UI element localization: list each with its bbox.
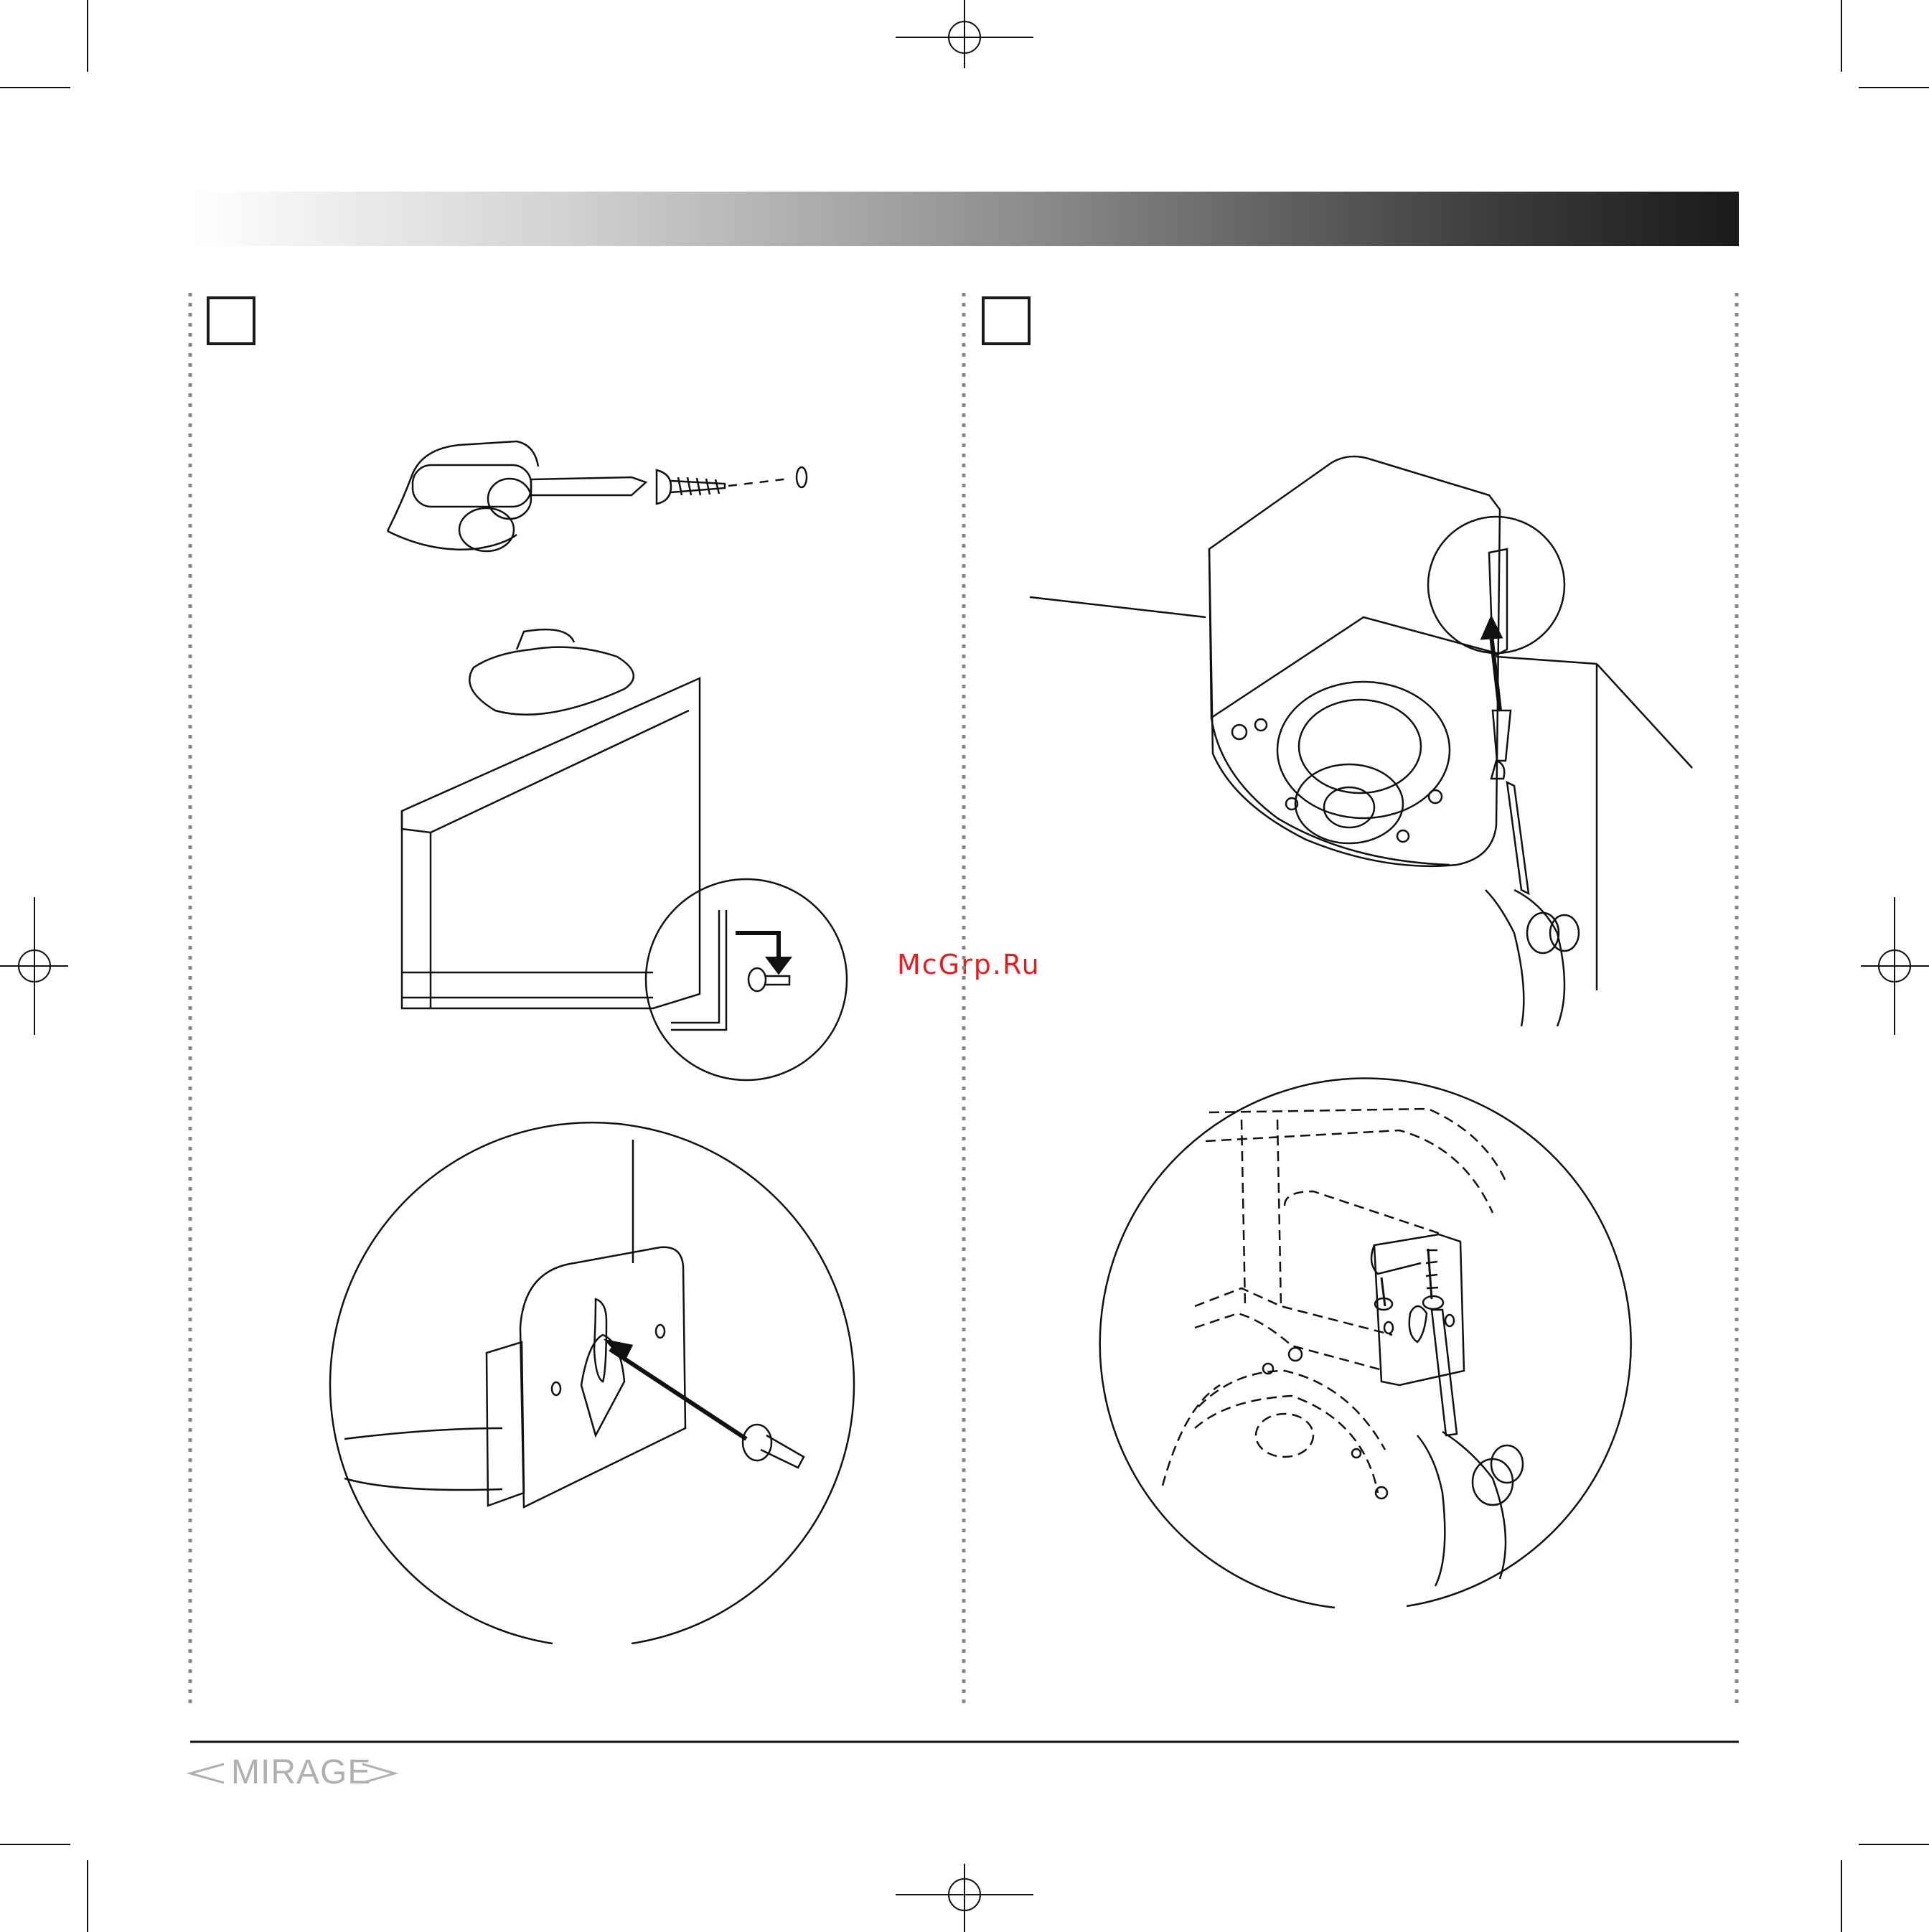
wall-bracket-detail-circle [1100,1078,1631,1608]
watermark-text: McGrp.Ru [897,949,1041,980]
hand-screwdriver-illustration [388,441,807,551]
brand-logo: MIRAGE [231,1753,372,1791]
speaker-wall-mounted [1030,456,1692,1026]
speaker-side-view [402,629,847,1080]
bracket-detail-circle [330,1122,854,1643]
